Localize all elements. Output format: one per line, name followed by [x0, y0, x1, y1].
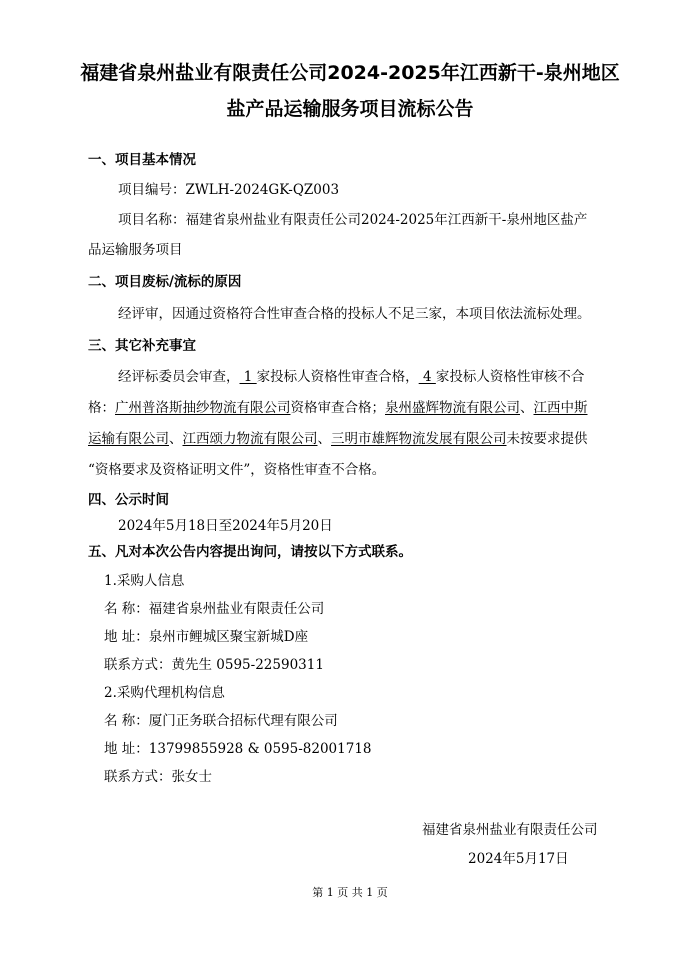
project-name-line2: 品运输服务项目 [88, 242, 183, 258]
agent-name: 名 称：厦门正务联合招标代理有限公司 [104, 713, 338, 729]
failure-reason: 经评审，因通过资格符合性审查合格的投标人不足三家，本项目依法流标处理。 [118, 306, 591, 322]
document-title-line1: 福建省泉州盐业有限责任公司2024-2025年江西新干-泉州地区 [80, 62, 620, 84]
project-code: 项目编号：ZWLH-2024GK-QZ003 [118, 182, 340, 198]
signature-date: 2024年5月17日 [468, 851, 569, 867]
publicity-period: 2024年5月18日至2024年5月20日 [118, 518, 333, 534]
agent-address: 地 址：13799855928 & 0595-82001718 [104, 741, 372, 757]
review-text: 资格审查合格； [290, 400, 385, 416]
project-name-line1: 项目名称：福建省泉州盐业有限责任公司2024-2025年江西新干-泉州地区盐产 [118, 212, 588, 228]
section4-heading: 四、公示时间 [88, 492, 169, 508]
agent-heading: 2.采购代理机构信息 [104, 685, 225, 701]
review-text: 、 [520, 400, 534, 416]
review-text: 格： [88, 400, 115, 416]
review-text: 、 [317, 431, 331, 447]
section2-heading: 二、项目废标/流标的原因 [88, 274, 242, 290]
company-unqualified: 三明市雄辉物流发展有限公司 [331, 431, 507, 447]
signature-org: 福建省泉州盐业有限责任公司 [422, 822, 598, 838]
review-text: 经评标委员会审查， [118, 369, 240, 385]
review-line3 [88, 429, 588, 449]
buyer-name: 名 称：福建省泉州盐业有限责任公司 [104, 601, 325, 617]
unqualified-count: 4 [418, 369, 436, 385]
review-line4: “资格要求及资格证明文件”，资格性审查不合格。 [88, 462, 386, 478]
page-number: 第 1 页 共 1 页 [312, 886, 388, 899]
section1-heading: 一、项目基本情况 [88, 152, 196, 168]
agent-contact: 联系方式：张女士 [104, 769, 212, 785]
company-unqualified: 江西中斯 [533, 400, 588, 416]
review-text: 家投标人资格性审核不合 [435, 369, 585, 385]
company-unqualified: 江西颂力物流有限公司 [182, 431, 318, 447]
buyer-address: 地 址：泉州市鲤城区聚宝新城D座 [104, 629, 309, 645]
qualified-count: 1 [239, 369, 257, 385]
document-title-line2: 盐产品运输服务项目流标公告 [226, 98, 474, 120]
company-qualified: 广州普洛斯抽纱物流有限公司 [115, 400, 291, 416]
company-unqualified: 运输有限公司 [88, 431, 169, 447]
review-text: 、 [169, 431, 183, 447]
review-text: 家投标人资格性审查合格， [256, 369, 419, 385]
section3-heading: 三、其它补充事宜 [88, 338, 196, 354]
review-line2 [88, 398, 588, 418]
section5-heading: 五、凡对本次公告内容提出询问，请按以下方式联系。 [88, 544, 412, 560]
company-unqualified: 泉州盛辉物流有限公司 [385, 400, 520, 416]
review-text: 未按要求提供 [506, 431, 588, 447]
buyer-heading: 1.采购人信息 [104, 573, 185, 589]
review-line1 [118, 367, 584, 387]
buyer-contact: 联系方式：黄先生 0595-22590311 [104, 657, 324, 673]
